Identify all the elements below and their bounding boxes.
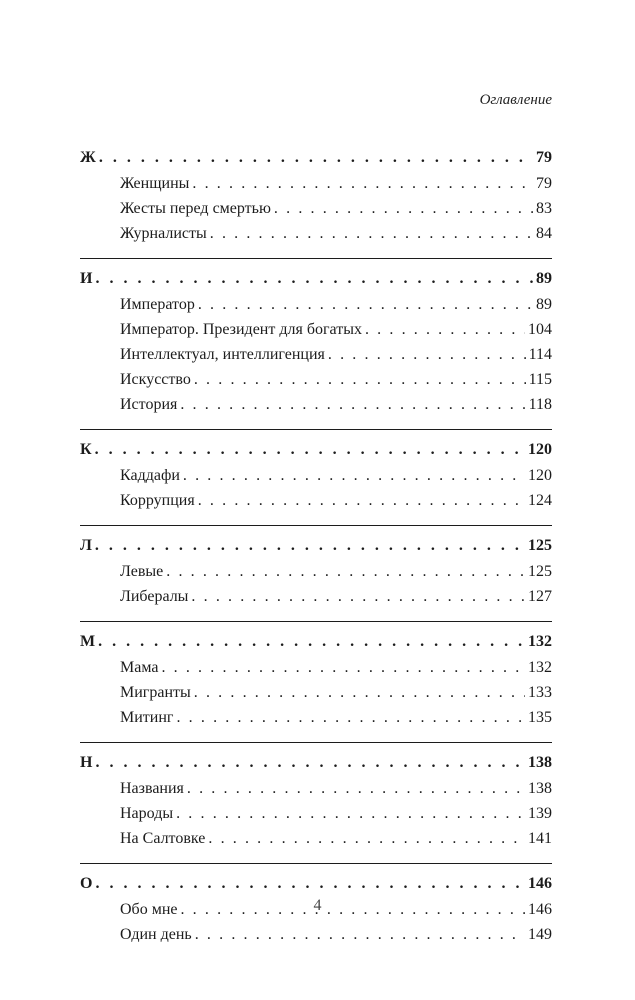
dot-leader	[95, 436, 525, 463]
toc-entry-page: 125	[528, 563, 552, 580]
toc-letter-heading	[80, 870, 552, 897]
dot-leader	[192, 171, 533, 196]
dot-leader	[328, 342, 526, 367]
toc-entry-title: Интеллектуал, интеллигенция	[120, 346, 325, 363]
toc-entry	[80, 922, 552, 947]
toc-entry-page: 127	[528, 588, 552, 605]
toc-entry	[80, 776, 552, 801]
toc-entry-title: Император	[120, 296, 195, 313]
dot-leader	[210, 221, 533, 246]
toc-entry-page: 135	[528, 709, 552, 726]
toc-entry-title: Коррупция	[120, 492, 195, 509]
dot-leader	[274, 196, 533, 221]
dot-leader	[191, 584, 525, 609]
dot-leader	[198, 488, 525, 513]
toc-entry-page: 146	[528, 901, 552, 918]
dot-leader	[166, 559, 525, 584]
toc-section	[80, 525, 552, 609]
toc-letter-heading-title: О	[80, 875, 93, 892]
dot-leader	[208, 826, 525, 851]
toc-letter-heading	[80, 628, 552, 655]
toc-entry-page: 133	[528, 684, 552, 701]
toc-section	[80, 742, 552, 851]
toc-letter-heading-page: 138	[528, 754, 552, 771]
toc-entry-title: История	[120, 396, 178, 413]
toc-entry-title: На Салтовке	[120, 830, 206, 847]
toc-entry-page: 115	[528, 371, 552, 388]
dot-leader	[176, 705, 525, 730]
dot-leader	[180, 392, 525, 417]
toc-entry	[80, 801, 552, 826]
toc-letter-heading-title: Л	[80, 537, 92, 554]
toc-entry-title: Названия	[120, 780, 184, 797]
toc-section	[80, 144, 552, 246]
toc-letter-heading-page: 120	[528, 441, 552, 458]
dot-leader	[95, 265, 533, 292]
toc-letter-heading	[80, 144, 552, 171]
toc-entry-title: Либералы	[120, 588, 189, 605]
toc-entry-title: Мигранты	[120, 684, 191, 701]
toc-entry-page: 139	[528, 805, 552, 822]
toc-entry	[80, 584, 552, 609]
toc-entry-title: Жесты перед смертью	[120, 200, 271, 217]
toc-letter-heading-title: К	[80, 441, 92, 458]
toc-entry	[80, 392, 552, 417]
toc-entry-title: Император. Президент для богатых	[120, 321, 362, 338]
toc-letter-heading-page: 146	[528, 875, 552, 892]
dot-leader	[198, 292, 533, 317]
toc-entry-page: 89	[536, 296, 552, 313]
toc-entry	[80, 680, 552, 705]
toc-entry	[80, 488, 552, 513]
toc-entry-page: 120	[528, 467, 552, 484]
toc-letter-heading-page: 89	[536, 270, 552, 287]
toc-entry	[80, 171, 552, 196]
toc-letter-heading	[80, 436, 552, 463]
toc-entry-page: 83	[536, 200, 552, 217]
dot-leader	[95, 749, 525, 776]
toc-letter-heading-title: Н	[80, 754, 93, 771]
toc-entry	[80, 705, 552, 730]
toc-entry	[80, 655, 552, 680]
toc-entry-page: 114	[528, 346, 552, 363]
page-number: 4	[313, 897, 322, 914]
dot-leader	[161, 655, 525, 680]
dot-leader	[187, 776, 525, 801]
toc-entry-page: 149	[528, 926, 552, 943]
dot-leader	[194, 367, 526, 392]
dot-leader	[99, 144, 533, 171]
toc-entry	[80, 463, 552, 488]
toc-entry-page: 138	[528, 780, 552, 797]
toc-entry-page: 141	[528, 830, 552, 847]
dot-leader	[95, 532, 525, 559]
toc-entry-title: Левые	[120, 563, 164, 580]
toc-letter-heading	[80, 265, 552, 292]
toc-entry-page: 132	[528, 659, 552, 676]
toc-section	[80, 258, 552, 417]
toc-letter-heading-title: И	[80, 270, 93, 287]
toc-entry-page: 79	[536, 175, 552, 192]
dot-leader	[365, 317, 525, 342]
toc-entry	[80, 559, 552, 584]
toc-entry	[80, 196, 552, 221]
toc-entry-page: 104	[528, 321, 552, 338]
toc-entry	[80, 367, 552, 392]
toc-entry-title: Искусство	[120, 371, 191, 388]
toc-letter-heading-page: 132	[528, 633, 552, 650]
toc-entry	[80, 221, 552, 246]
toc-entry-page: 118	[528, 396, 552, 413]
toc-entry-title: Мама	[120, 659, 159, 676]
table-of-contents	[80, 144, 552, 947]
dot-leader	[183, 463, 525, 488]
toc-entry-title: Журналисты	[120, 225, 207, 242]
toc-letter-heading	[80, 749, 552, 776]
toc-entry	[80, 342, 552, 367]
running-header: Оглавление	[479, 92, 552, 108]
toc-letter-heading-title: Ж	[80, 149, 96, 166]
toc-entry	[80, 292, 552, 317]
toc-entry-title: Обо мне	[120, 901, 178, 918]
dot-leader	[176, 801, 525, 826]
toc-section	[80, 621, 552, 730]
toc-entry-title: Один день	[120, 926, 192, 943]
toc-entry-page: 124	[528, 492, 552, 509]
toc-entry-title: Народы	[120, 805, 174, 822]
toc-entry	[80, 826, 552, 851]
toc-entry-title: Митинг	[120, 709, 174, 726]
toc-entry-page: 84	[536, 225, 552, 242]
toc-entry-title: Женщины	[120, 175, 190, 192]
dot-leader	[195, 922, 525, 947]
dot-leader	[194, 680, 525, 705]
dot-leader	[98, 628, 525, 655]
dot-leader	[95, 870, 525, 897]
toc-letter-heading	[80, 532, 552, 559]
toc-letter-heading-page: 125	[528, 537, 552, 554]
toc-letter-heading-page: 79	[536, 149, 552, 166]
toc-entry-title: Каддафи	[120, 467, 180, 484]
toc-section	[80, 429, 552, 513]
toc-entry	[80, 317, 552, 342]
toc-letter-heading-title: М	[80, 633, 96, 650]
